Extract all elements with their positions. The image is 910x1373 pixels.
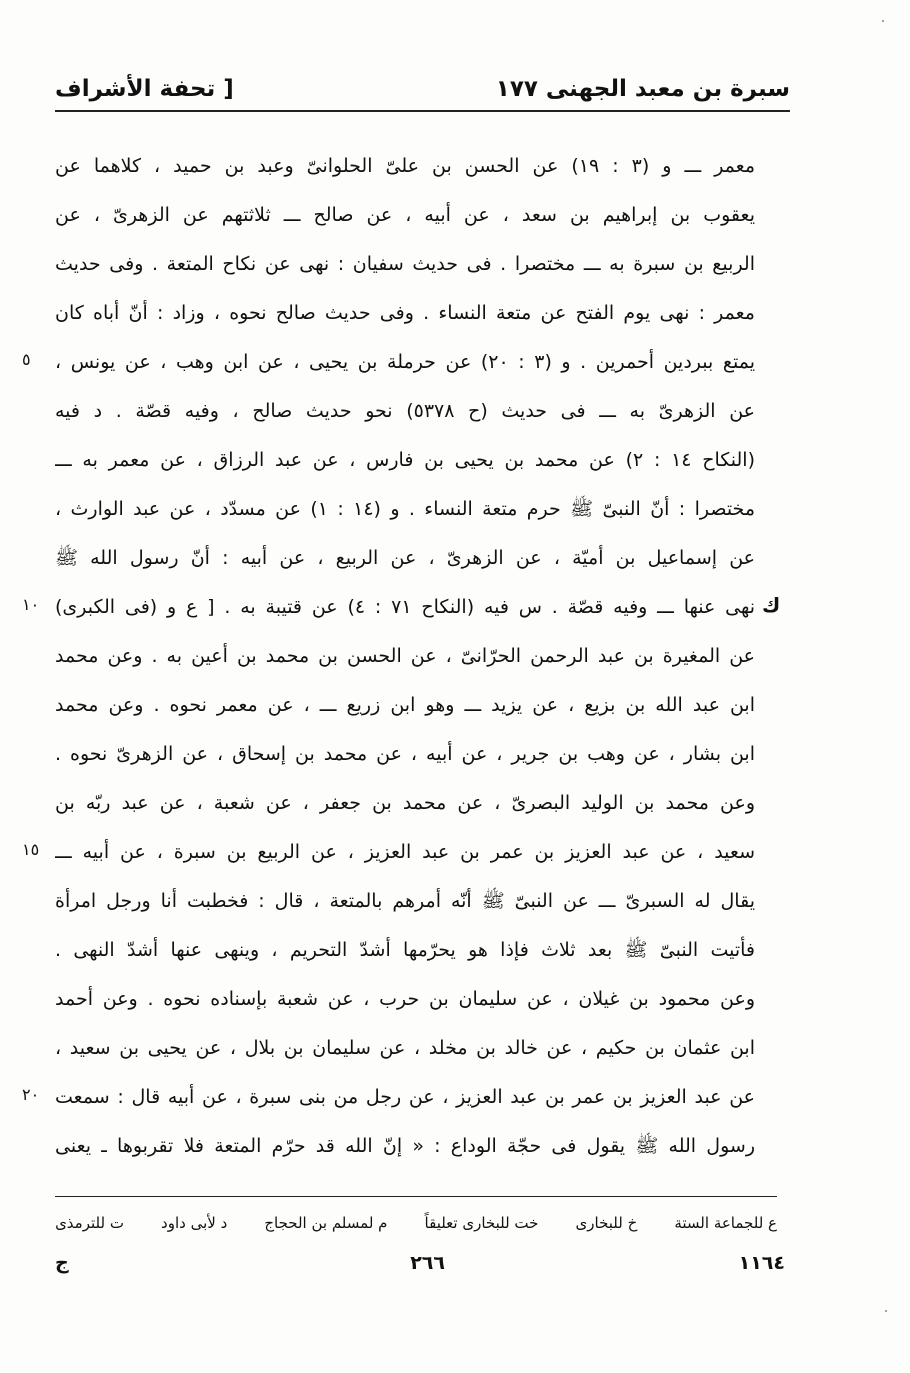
abbreviation-item: د لأبى داود — [161, 1214, 228, 1232]
text-line: عن المغيرة بن عبد الرحمن الحرّانىّ ، عن الحسن بن محمد بن أعين به . وعن محمد — [55, 645, 755, 667]
entry-number: ١١٦٤ — [738, 1252, 785, 1274]
text-line: الربيع بن سبرة به ـــ مختصرا . فى حديث سفيان : نهى عن نكاح المتعة . وفى حديث — [55, 253, 755, 275]
running-header — [55, 58, 790, 102]
text-line: ابن عبد الله بن بزيع ، عن يزيد ـــ وهو ابن زريع ـــ ، عن معمر نحوه . وعن محمد — [55, 694, 755, 716]
scan-speck — [882, 20, 884, 22]
text-line: ابن عثمان بن حكيم ، عن خالد بن مخلد ، عن سليمان بن بلال ، عن يحيى بن سعيد ، — [55, 1037, 755, 1059]
text-line: فأتيت النبىّ ﷺ بعد ثلاث فإذا هو يحرّمها أشدّ التحريم ، وينهى عنها أشدّ النهى . — [55, 939, 755, 961]
scan-speck — [885, 1310, 887, 1312]
text-line: رسول الله ﷺ يقول فى حجّة الوداع : « إنّ الله قد حرّم المتعة فلا تقربوها ـ يعنى — [55, 1135, 755, 1157]
text-line: وعن محمد بن الوليد البصرىّ ، عن محمد بن جعفر ، عن شعبة ، عن عبد ربّه بن — [55, 792, 755, 814]
text-line: معمر : نهى يوم الفتح عن متعة النساء . وفى حديث صالح نحوه ، وزاد : أنّ أباه كان — [55, 302, 755, 324]
header-rule — [55, 110, 790, 112]
abbreviation-item: خت للبخارى تعليقاً — [424, 1214, 539, 1232]
line-number: ٢٠ — [22, 1085, 40, 1104]
text-line: يمتع ببردين أحمرين . و (٣ : ٢٠) عن حرملة بن يحيى ، عن ابن وهب ، عن يونس ، — [55, 351, 755, 373]
footer-rule — [55, 1196, 777, 1197]
text-line: معمر ـــ و (٣ : ١٩) عن الحسن بن علىّ الحلوانىّ وعبد بن حميد ، كلاهما عن — [55, 155, 755, 177]
line-number: ٥ — [22, 350, 31, 369]
text-line: سعيد ، عن عبد العزيز بن عمر بن عبد العزيز ، عن الربيع بن سبرة ، عن أبيه ـــ — [55, 841, 755, 863]
abbreviation-item: ت للترمذى — [55, 1214, 124, 1232]
text-line: عن عبد العزيز بن عمر بن عبد العزيز ، عن رجل من بنى سبرة ، عن أبيه قال : سمعت — [55, 1086, 755, 1108]
line-number: ١٠ — [22, 595, 40, 614]
text-line: (النكاح ١٤ : ٢) عن محمد بن يحيى بن فارس ، عن عبد الرزاق ، عن معمر به ـــ — [55, 449, 755, 471]
text-line: عن إسماعيل بن أميّة ، عن الزهرىّ ، عن الربيع ، عن أبيه : أنّ رسول الله ﷺ — [55, 547, 755, 569]
text-line: يعقوب بن إبراهيم بن سعد ، عن أبيه ، عن صالح ـــ ثلاثتهم عن الزهرىّ ، عن — [55, 204, 755, 226]
page-number: ٢٦٦ — [410, 1252, 445, 1274]
abbreviation-item: ع للجماعة الستة — [674, 1214, 777, 1232]
text-line: يقال له السبرىّ ـــ عن النبىّ ﷺ أنّه أمرهم بالمتعة ، قال : فخطبت أنا ورجل امرأة — [55, 890, 755, 912]
page-footer — [55, 1252, 785, 1288]
text-line: نهى عنها ـــ وفيه قصّة . س فيه (النكاح ٧١ : ٤) عن قتيبة به . [ ع و (فى الكبرى) — [55, 596, 755, 618]
line-number: ١٥ — [22, 840, 40, 859]
text-line: مختصرا : أنّ النبىّ ﷺ حرم متعة النساء . و (١٤ : ١) عن مسدّد ، عن عبد الوارث ، — [55, 498, 755, 520]
abbreviation-item: م لمسلم بن الحجاج — [264, 1214, 388, 1232]
abbreviation-key — [55, 1203, 777, 1243]
header-title-left: [ تحفة الأشراف — [55, 76, 234, 102]
margin-mark: ك — [762, 593, 781, 617]
header-title-right: سبرة بن معبد الجهنى ١٧٧ — [495, 76, 790, 102]
signature-mark: ج — [55, 1252, 69, 1274]
text-line: عن الزهرىّ به ـــ فى حديث (ح ٥٣٧٨) نحو حديث صالح ، وفيه قصّة . د فيه — [55, 400, 755, 422]
text-line: ابن بشار ، عن وهب بن جرير ، عن أبيه ، عن محمد بن إسحاق ، عن الزهرىّ نحوه . — [55, 743, 755, 765]
abbreviation-item: خ للبخارى — [575, 1214, 638, 1232]
text-line: وعن محمود بن غيلان ، عن سليمان بن حرب ، عن شعبة بإسناده نحوه . وعن أحمد — [55, 988, 755, 1010]
main-text — [55, 142, 755, 1171]
